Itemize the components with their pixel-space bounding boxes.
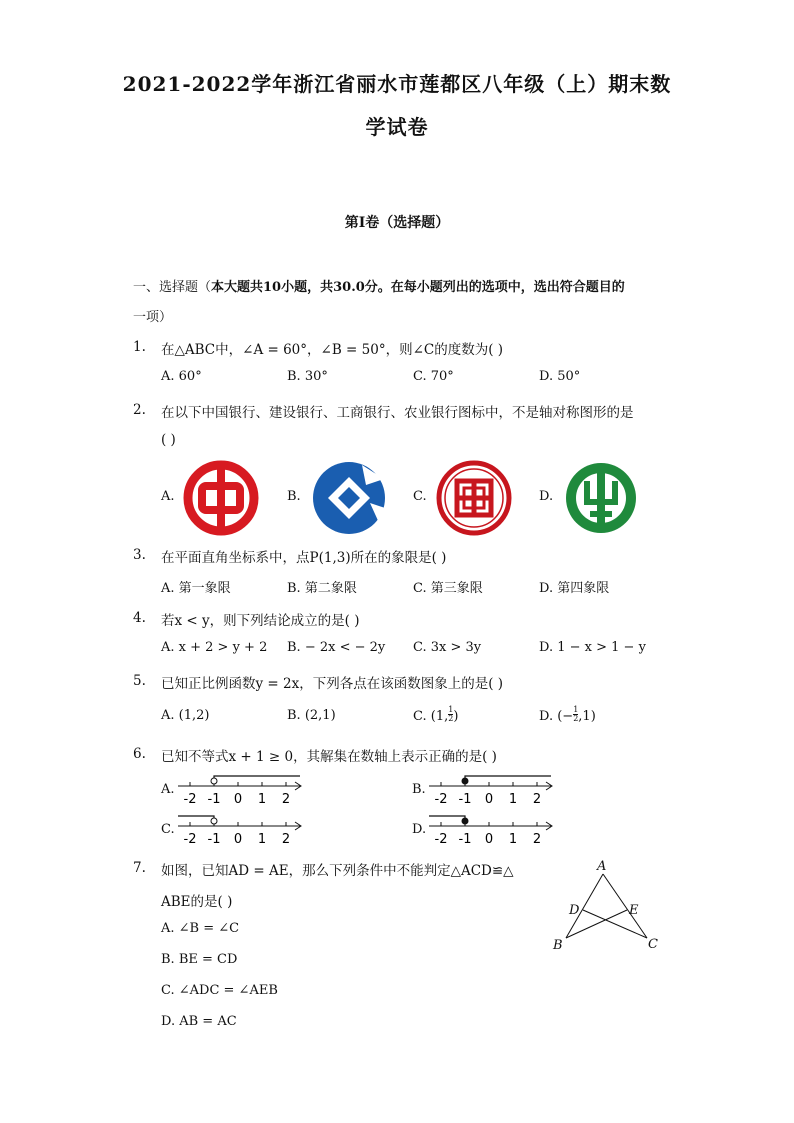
question-3-option-c: C. 第三象限 <box>413 581 483 596</box>
tick-label: -1 <box>207 832 221 847</box>
document-title-line-2: 学试卷 <box>365 115 429 139</box>
point-label-c: C <box>648 937 658 952</box>
agricultural-bank-logo-icon <box>562 459 640 537</box>
question-4-text: 若x < y，则下列结论成立的是( ) <box>161 613 360 629</box>
question-5-option-b: B. (2,1) <box>287 708 336 723</box>
question-5-number: 5. <box>133 673 146 689</box>
question-2-option-d: D. <box>539 489 554 504</box>
question-6-number: 6. <box>133 746 146 762</box>
question-3-text: 在平面直角坐标系中，点P(1,3)所在的象限是( ) <box>161 550 447 566</box>
question-6-option-c: C. <box>161 822 175 837</box>
question-7-text: 如图，已知AD = AE，那么下列条件中不能判定△ACD≌△ <box>161 863 514 879</box>
tick-label: 0 <box>233 792 243 807</box>
section-header-line-2: 一项） <box>133 310 173 325</box>
question-7-option-b: B. BE = CD <box>161 952 238 967</box>
tick-label: 1 <box>257 792 267 807</box>
question-6-text: 已知不等式x + 1 ≥ 0，其解集在数轴上表示正确的是( ) <box>161 749 497 765</box>
question-3-option-d: D. 第四象限 <box>539 581 610 596</box>
number-line-d <box>427 812 557 848</box>
tick-label: -1 <box>458 832 472 847</box>
point-label-e: E <box>629 903 639 918</box>
tick-label: -1 <box>207 792 221 807</box>
question-4-option-a: A. x + 2 > y + 2 <box>161 640 268 655</box>
section-header <box>133 276 625 295</box>
question-3-option-b: B. 第二象限 <box>287 581 357 596</box>
question-6-option-d: D. <box>412 822 427 837</box>
tick-label: 0 <box>484 792 494 807</box>
question-4-option-c: C. 3x > 3y <box>413 640 482 655</box>
question-5-option-d: D. (− $\frac{1}{2}$ ,1) <box>539 705 596 724</box>
question-2-text: 在以下中国银行、建设银行、工商银行、农业银行图标中，不是轴对称图形的是 <box>161 405 634 421</box>
point-label-a: A <box>597 859 607 874</box>
question-1-number: 1. <box>133 339 146 355</box>
question-4-option-d: D. 1 − x > 1 − y <box>539 640 646 655</box>
tick-label: -2 <box>183 792 197 807</box>
triangle-figure <box>548 856 666 956</box>
number-line-c <box>176 812 306 848</box>
number-line-a <box>176 772 306 808</box>
question-7-option-a: A. ∠B = ∠C <box>161 921 240 936</box>
question-4-option-b: B. − 2x < − 2y <box>287 640 386 655</box>
question-7-option-c: C. ∠ADC = ∠AEB <box>161 983 278 998</box>
bank-of-china-logo-icon <box>182 459 260 537</box>
question-3-option-a: A. 第一象限 <box>161 581 231 596</box>
tick-label: 1 <box>508 792 518 807</box>
tick-label: -1 <box>458 792 472 807</box>
question-2-option-a: A. <box>161 489 175 504</box>
tick-label: 0 <box>484 832 494 847</box>
part-title: 第I卷（选择题） <box>344 215 450 231</box>
tick-label: 2 <box>281 792 291 807</box>
tick-label: 0 <box>233 832 243 847</box>
point-label-b: B <box>553 938 563 953</box>
question-6-option-b: B. <box>412 782 426 797</box>
tick-label: -2 <box>183 832 197 847</box>
question-2-text-line-2: ( ) <box>161 432 176 448</box>
question-7-number: 7. <box>133 860 146 876</box>
question-6-option-a: A. <box>161 782 175 797</box>
question-7-option-d: D. AB = AC <box>161 1014 237 1029</box>
point-label-d: D <box>569 903 580 918</box>
question-2-option-c: C. <box>413 489 427 504</box>
tick-label: 1 <box>257 832 267 847</box>
question-3-number: 3. <box>133 547 146 563</box>
icbc-logo-icon <box>435 459 513 537</box>
question-2-option-b: B. <box>287 489 301 504</box>
document-title-line-1: 2021-2022学年浙江省丽水市莲都区八年级（上）期末数 <box>122 72 672 96</box>
question-4-number: 4. <box>133 610 146 626</box>
number-line-b <box>427 772 557 808</box>
tick-label: 2 <box>281 832 291 847</box>
tick-label: -2 <box>434 792 448 807</box>
tick-label: -2 <box>434 832 448 847</box>
tick-label: 1 <box>508 832 518 847</box>
question-1-option-c: C. 70° <box>413 369 454 384</box>
question-1-option-d: D. 50° <box>539 369 581 384</box>
question-7-text-line-2: ABE的是( ) <box>161 894 233 910</box>
question-5-option-a: A. (1,2) <box>161 708 210 723</box>
china-construction-bank-logo-icon <box>310 459 388 537</box>
question-1-option-a: A. 60° <box>161 369 202 384</box>
section-prefix: 一、选择题（ <box>133 280 212 295</box>
question-1-option-b: B. 30° <box>287 369 328 384</box>
question-5-text: 已知正比例函数y = 2x，下列各点在该函数图象上的是( ) <box>161 676 504 692</box>
question-2-number: 2. <box>133 402 146 418</box>
tick-label: 2 <box>532 792 542 807</box>
question-1-text: 在△ABC中，∠A = 60°，∠B = 50°，则∠C的度数为( ) <box>161 342 504 358</box>
question-5-option-c: C. (1, $\frac{1}{2}$ ) <box>413 705 459 724</box>
section-bold-text: 本大题共10小题，共30.0分。在每小题列出的选项中，选出符合题目的 <box>211 280 625 295</box>
tick-label: 2 <box>532 832 542 847</box>
